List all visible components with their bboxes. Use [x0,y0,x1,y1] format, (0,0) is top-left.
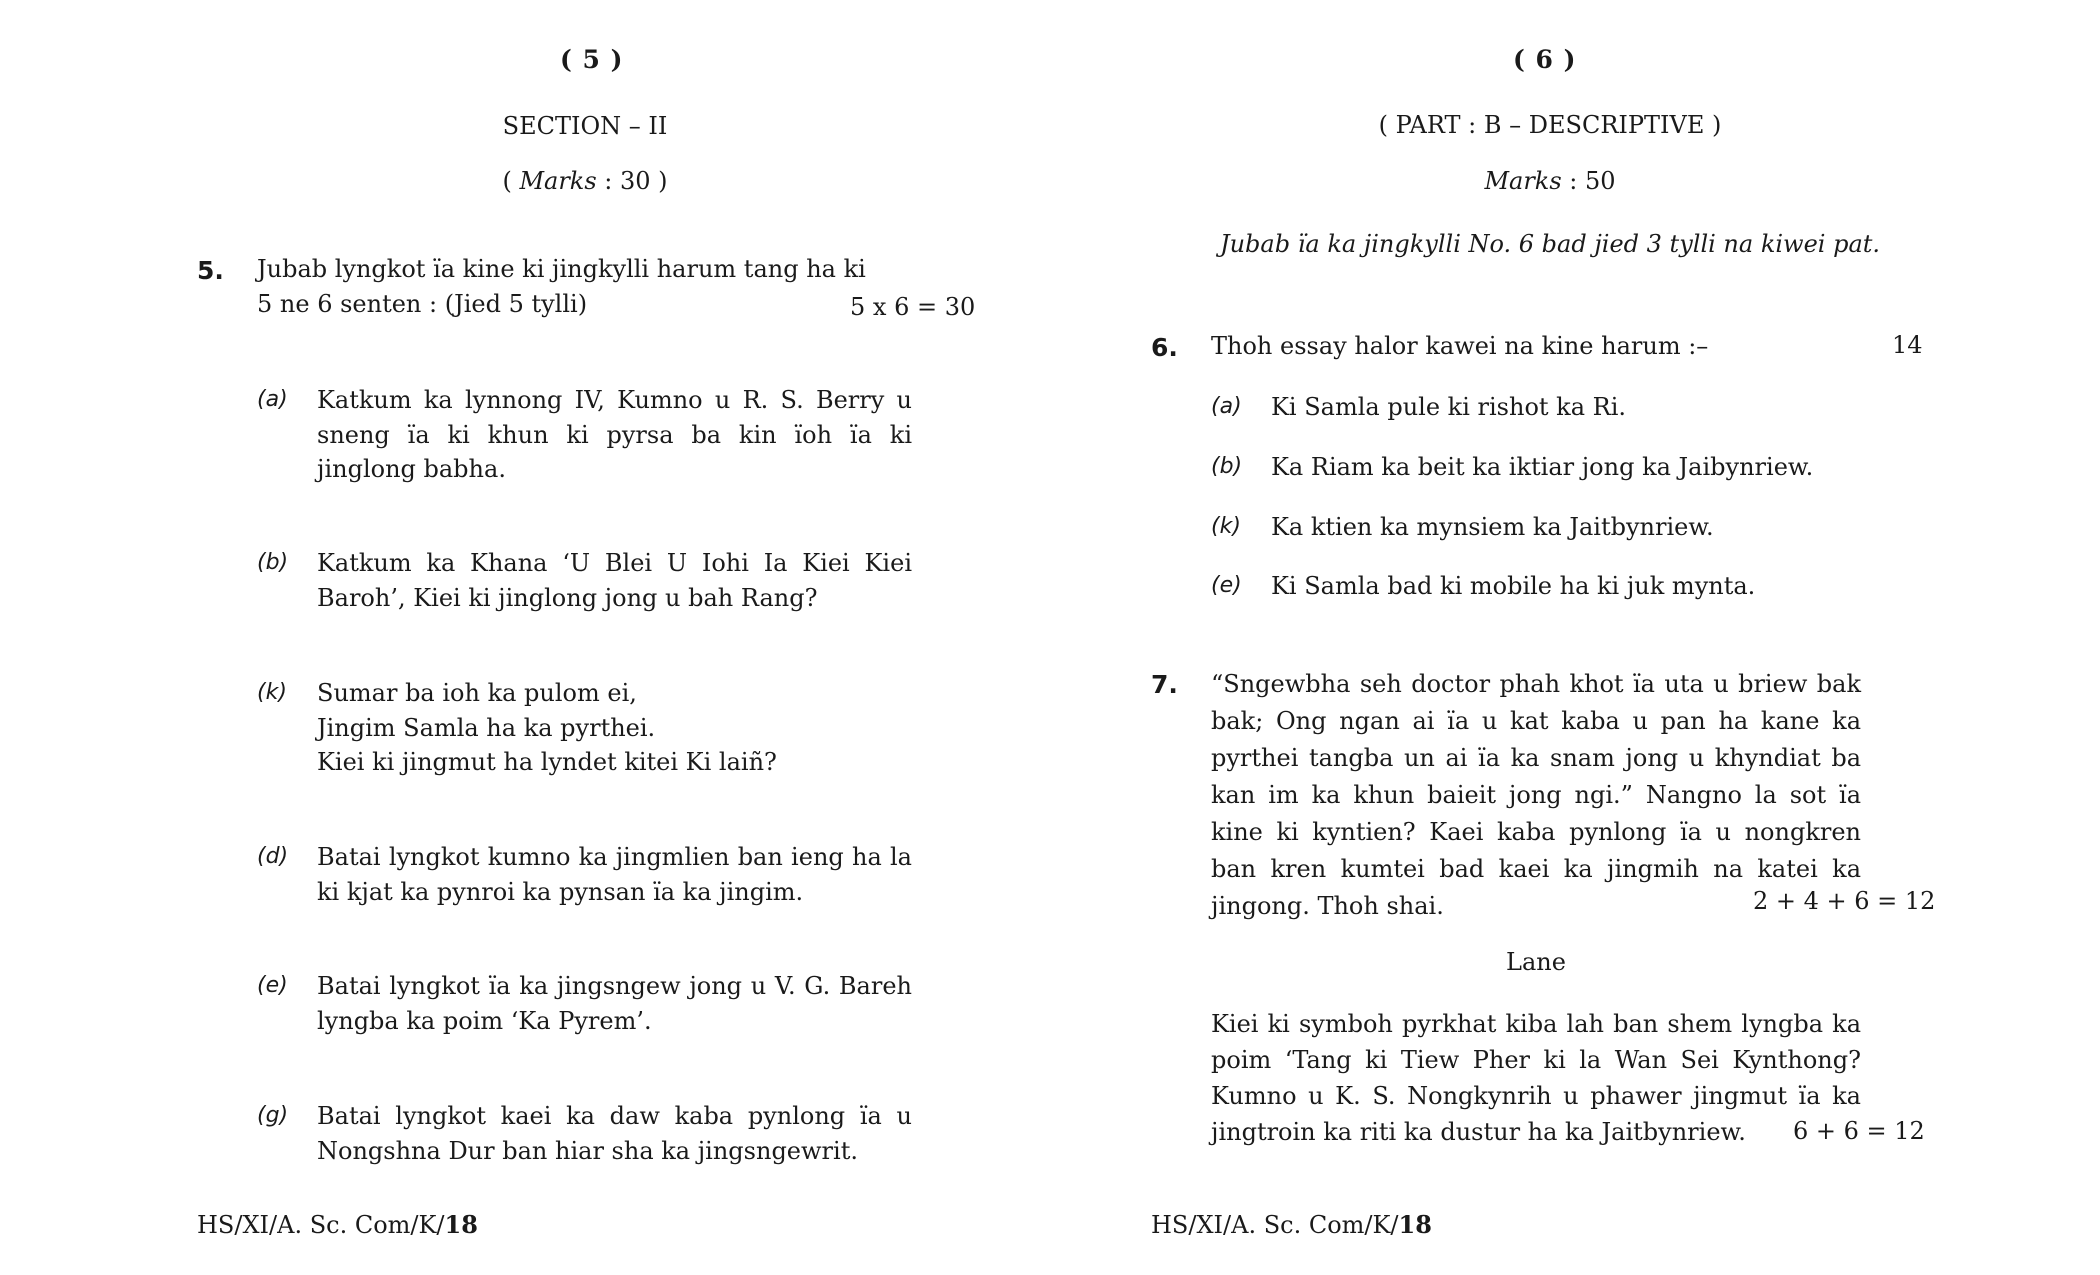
q5-b-text: Katkum ka Khana ‘U Blei U Iohi Ia Kiei Kiei Baroh’, Kiei ki jinglong jong u bah Rang? [317,549,912,612]
question-5-text: Jubab lyngkot ïa kine ki jingkylli harum tang ha ki 5 ne 6 senten : (Jied 5 tylli) [257,255,866,318]
q5-b-label: (b) [257,550,289,575]
question-6-marks: 14 [1892,331,1923,359]
q6-e-text: Ki Samla bad ki mobile ha ki juk mynta. [1271,572,1756,600]
page-number: ( 5 ) [560,45,624,74]
q6-a-label: (a) [1211,394,1242,419]
footer-code: HS/XI/A. Sc. Com/K/18 [197,1210,478,1239]
q6-b-label: (b) [1211,454,1243,479]
question-5-number: 5. [197,256,224,285]
question-7-alt-text: Kiei ki symboh pyrkhat kiba lah ban shem lyngba ka poim ‘Tang ki Tiew Pher ki la Wan Sei Kynthong? Kumno u K. S. Nongkynrih u phawer jingmut ïa ka jingtroin ka riti ka dustur ha ka Jaitbynriew. [1211,1010,1861,1146]
q6-k-label: (k) [1211,514,1241,539]
section-title: SECTION – II [502,112,668,140]
question-7-text: “Sngewbha seh doctor phah khot ïa uta u briew bak bak; Ong ngan ai ïa u kat kaba u pan ha kane ka pyrthei tangba un ai ïa ka snam jong u khyndiat ba kan im ka khun baieit jong ngi.” Nangno la sot ïa kine ki kyntien? Kaei kaba pynlong ïa u nongkren ban kren kumtei bad kaei ka jingmih na katei ka jingong. Thoh shai. [1211,670,1861,920]
question-7-alt-marks: 6 + 6 = 12 [1793,1117,1925,1145]
q5-g-text: Batai lyngkot kaei ka daw kaba pynlong ïa u Nongshna Dur ban hiar sha ka jingsngewrit. [317,1102,912,1165]
q5-e-label: (e) [257,973,288,998]
question-6-text: Thoh essay halor kawei na kine harum :– [1211,332,1709,360]
q5-a-label: (a) [257,387,288,412]
part-marks: Marks : 50 [1484,167,1616,195]
footer-code: HS/XI/A. Sc. Com/K/18 [1151,1210,1432,1239]
q5-k-text: Sumar ba ioh ka pulom ei, Jingim Samla ha ka pyrthei. Kiei ki jingmut ha lyndet kitei Ki laiñ? [317,679,777,776]
q5-e-text: Batai lyngkot ïa ka jingsngew jong u V. G. Bareh lyngba ka poim ‘Ka Pyrem’. [317,972,912,1035]
instruction: Jubab ïa ka jingkylli No. 6 bad jied 3 tylli na kiwei pat. [1219,230,1881,258]
q5-d-label: (d) [257,844,289,869]
q6-b-text: Ka Riam ka beit ka iktiar jong ka Jaibynriew. [1271,453,1814,481]
right-page [1050,0,2100,1275]
q6-e-label: (e) [1211,573,1242,598]
q6-k-text: Ka ktien ka mynsiem ka Jaitbynriew. [1271,513,1714,541]
q5-k-label: (k) [257,680,287,705]
question-7-number: 7. [1151,670,1178,699]
q6-a-text: Ki Samla pule ki rishot ka Ri. [1271,393,1627,421]
question-7-marks: 2 + 4 + 6 = 12 [1753,887,1936,915]
question-6-number: 6. [1151,333,1178,362]
or-label: Lane [1506,948,1566,976]
section-marks: ( Marks : 30 ) [502,167,668,195]
q5-g-label: (g) [257,1103,289,1128]
page-number: ( 6 ) [1513,45,1577,74]
part-title: ( PART : B – DESCRIPTIVE ) [1378,111,1722,139]
q5-d-text: Batai lyngkot kumno ka jingmlien ban ieng ha la ki kjat ka pynroi ka pynsan ïa ka jingim. [317,843,912,906]
question-5-marks: 5 x 6 = 30 [850,293,976,321]
q5-a-text: Katkum ka lynnong IV, Kumno u R. S. Berry u sneng ïa ki khun ki pyrsa ba kin ïoh ïa ki jinglong babha. [317,386,912,483]
